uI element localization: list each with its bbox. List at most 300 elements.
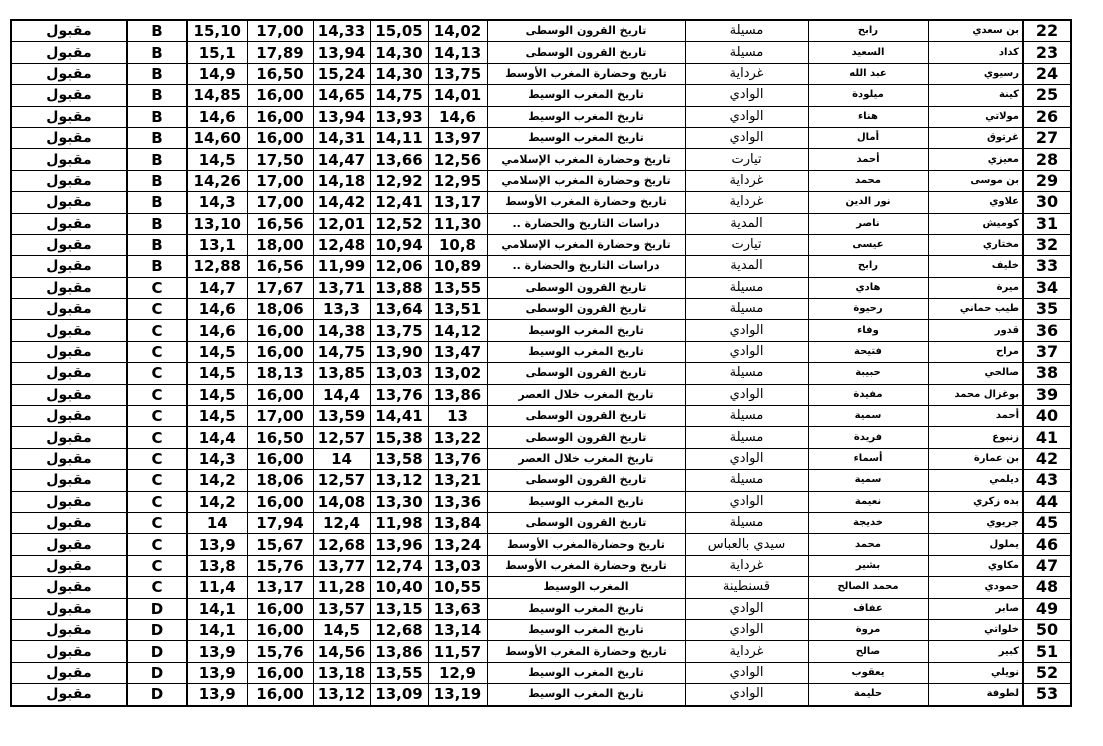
- status-cell: مقبول: [11, 234, 127, 255]
- first-name-cell: ميلودة: [808, 85, 928, 106]
- score-cell: 16,50: [247, 63, 313, 84]
- wilaya-cell: الوادي: [685, 662, 808, 683]
- grade-cell: B: [127, 213, 187, 234]
- score-cell: 13,3: [313, 299, 370, 320]
- first-name-cell: صالح: [808, 641, 928, 662]
- last-name-cell: حمودي: [928, 577, 1023, 598]
- score-cell: 14,4: [313, 384, 370, 405]
- table-row: [11, 662, 1071, 683]
- first-name-cell: السعيد: [808, 42, 928, 63]
- grade-cell: C: [127, 470, 187, 491]
- score-cell: 13,90: [370, 341, 428, 362]
- score-cell: 13,10: [187, 213, 247, 234]
- status-cell: مقبول: [11, 213, 127, 234]
- score-cell: 14,01: [428, 85, 487, 106]
- status-cell: مقبول: [11, 619, 127, 640]
- last-name-cell: رسيوي: [928, 63, 1023, 84]
- wilaya-cell: تيارت: [685, 234, 808, 255]
- score-cell: 16,00: [247, 598, 313, 619]
- score-cell: 13,88: [370, 277, 428, 298]
- score-cell: 14,31: [313, 127, 370, 148]
- wilaya-cell: مسيلة: [685, 406, 808, 427]
- score-cell: 13,55: [428, 277, 487, 298]
- grade-cell: B: [127, 170, 187, 191]
- specialty-cell: تاريخ المغرب الوسيط: [487, 598, 685, 619]
- score-cell: 11,4: [187, 577, 247, 598]
- score-cell: 13,51: [428, 299, 487, 320]
- specialty-cell: تاريخ وحضارة المغرب الأوسط: [487, 63, 685, 84]
- grade-cell: D: [127, 662, 187, 683]
- score-cell: 15,1: [187, 42, 247, 63]
- last-name-cell: كبير: [928, 641, 1023, 662]
- grade-cell: C: [127, 491, 187, 512]
- status-cell: مقبول: [11, 684, 127, 706]
- score-cell: 12,06: [370, 256, 428, 277]
- last-name-cell: مراح: [928, 341, 1023, 362]
- score-cell: 14,18: [313, 170, 370, 191]
- specialty-cell: تاريخ وحضارة المغرب الأوسط: [487, 641, 685, 662]
- first-name-cell: أسماء: [808, 448, 928, 469]
- rank-cell: 53: [1023, 684, 1071, 706]
- score-cell: 13,84: [428, 512, 487, 533]
- wilaya-cell: الوادي: [685, 384, 808, 405]
- wilaya-cell: الوادي: [685, 341, 808, 362]
- rank-cell: 28: [1023, 149, 1071, 170]
- last-name-cell: بن عمارة: [928, 448, 1023, 469]
- score-cell: 14,13: [428, 42, 487, 63]
- status-cell: مقبول: [11, 384, 127, 405]
- score-cell: 13,03: [370, 363, 428, 384]
- table-row: [11, 106, 1071, 127]
- last-name-cell: خليف: [928, 256, 1023, 277]
- rank-cell: 25: [1023, 85, 1071, 106]
- table-row: [11, 598, 1071, 619]
- score-cell: 17,00: [247, 192, 313, 213]
- score-cell: 11,98: [370, 512, 428, 533]
- score-cell: 13,9: [187, 534, 247, 555]
- specialty-cell: تاريخ المغرب الوسيط: [487, 320, 685, 341]
- grade-cell: C: [127, 512, 187, 533]
- specialty-cell: المغرب الوسيط: [487, 577, 685, 598]
- grade-cell: C: [127, 277, 187, 298]
- score-cell: 13,86: [428, 384, 487, 405]
- status-cell: مقبول: [11, 427, 127, 448]
- last-name-cell: جريوي: [928, 512, 1023, 533]
- score-cell: 14,5: [187, 384, 247, 405]
- score-cell: 14,33: [313, 20, 370, 42]
- score-cell: 17,67: [247, 277, 313, 298]
- grade-cell: C: [127, 320, 187, 341]
- score-cell: 14: [313, 448, 370, 469]
- score-cell: 13,76: [428, 448, 487, 469]
- specialty-cell: تاريخ المغرب الوسيط: [487, 619, 685, 640]
- score-cell: 12,52: [370, 213, 428, 234]
- first-name-cell: عيسى: [808, 234, 928, 255]
- score-cell: 13,22: [428, 427, 487, 448]
- wilaya-cell: مسيلة: [685, 470, 808, 491]
- wilaya-cell: غرداية: [685, 555, 808, 576]
- table-row: [11, 170, 1071, 191]
- first-name-cell: هادي: [808, 277, 928, 298]
- score-cell: 13,1: [187, 234, 247, 255]
- score-cell: 12,92: [370, 170, 428, 191]
- status-cell: مقبول: [11, 448, 127, 469]
- rank-cell: 32: [1023, 234, 1071, 255]
- score-cell: 15,76: [247, 555, 313, 576]
- specialty-cell: تاريخ القرون الوسطى: [487, 363, 685, 384]
- score-cell: 16,00: [247, 341, 313, 362]
- score-cell: 13,12: [370, 470, 428, 491]
- score-cell: 14,5: [313, 619, 370, 640]
- score-cell: 16,00: [247, 448, 313, 469]
- rank-cell: 29: [1023, 170, 1071, 191]
- last-name-cell: ميرة: [928, 277, 1023, 298]
- first-name-cell: عبد الله: [808, 63, 928, 84]
- specialty-cell: دراسات التاريخ والحضارة ..: [487, 256, 685, 277]
- last-name-cell: بن سعدي: [928, 20, 1023, 42]
- score-cell: 11,30: [428, 213, 487, 234]
- specialty-cell: تاريخ المغرب الوسيط: [487, 684, 685, 706]
- last-name-cell: بده زكري: [928, 491, 1023, 512]
- score-cell: 15,76: [247, 641, 313, 662]
- wilaya-cell: مسيلة: [685, 20, 808, 42]
- score-cell: 12,4: [313, 512, 370, 533]
- first-name-cell: مروة: [808, 619, 928, 640]
- rank-cell: 48: [1023, 577, 1071, 598]
- wilaya-cell: الوادي: [685, 127, 808, 148]
- score-cell: 14,12: [428, 320, 487, 341]
- score-cell: 11,57: [428, 641, 487, 662]
- score-cell: 13,21: [428, 470, 487, 491]
- score-cell: 14,41: [370, 406, 428, 427]
- first-name-cell: فتيحة: [808, 341, 928, 362]
- specialty-cell: تاريخ المغرب خلال العصر: [487, 384, 685, 405]
- score-cell: 13,47: [428, 341, 487, 362]
- score-cell: 16,00: [247, 106, 313, 127]
- score-cell: 16,56: [247, 256, 313, 277]
- score-cell: 13,9: [187, 641, 247, 662]
- first-name-cell: محمد الصالح: [808, 577, 928, 598]
- status-cell: مقبول: [11, 85, 127, 106]
- last-name-cell: طيب حماني: [928, 299, 1023, 320]
- score-cell: 10,94: [370, 234, 428, 255]
- table-row: [11, 448, 1071, 469]
- score-cell: 13,12: [313, 684, 370, 706]
- score-cell: 16,56: [247, 213, 313, 234]
- rank-cell: 42: [1023, 448, 1071, 469]
- specialty-cell: تاريخ القرون الوسطى: [487, 20, 685, 42]
- score-cell: 12,41: [370, 192, 428, 213]
- rank-cell: 31: [1023, 213, 1071, 234]
- first-name-cell: رحيوة: [808, 299, 928, 320]
- score-cell: 13,97: [428, 127, 487, 148]
- score-cell: 17,89: [247, 42, 313, 63]
- score-cell: 10,8: [428, 234, 487, 255]
- last-name-cell: علاوي: [928, 192, 1023, 213]
- last-name-cell: مكاوي: [928, 555, 1023, 576]
- score-cell: 13,17: [247, 577, 313, 598]
- status-cell: مقبول: [11, 598, 127, 619]
- table-row: [11, 555, 1071, 576]
- score-cell: 13,55: [370, 662, 428, 683]
- rank-cell: 27: [1023, 127, 1071, 148]
- rank-cell: 46: [1023, 534, 1071, 555]
- grade-cell: C: [127, 384, 187, 405]
- score-cell: 13,09: [370, 684, 428, 706]
- grade-cell: C: [127, 555, 187, 576]
- score-cell: 13,30: [370, 491, 428, 512]
- score-cell: 14,85: [187, 85, 247, 106]
- specialty-cell: تاريخ المغرب الوسيط: [487, 106, 685, 127]
- first-name-cell: عفاف: [808, 598, 928, 619]
- first-name-cell: رابح: [808, 256, 928, 277]
- grade-cell: B: [127, 149, 187, 170]
- score-cell: 14,75: [370, 85, 428, 106]
- wilaya-cell: الوادي: [685, 491, 808, 512]
- score-cell: 14,5: [187, 341, 247, 362]
- table-row: [11, 641, 1071, 662]
- first-name-cell: مفيدة: [808, 384, 928, 405]
- score-cell: 14,6: [187, 299, 247, 320]
- table-row: [11, 619, 1071, 640]
- score-cell: 14,3: [187, 192, 247, 213]
- score-cell: 17,00: [247, 406, 313, 427]
- last-name-cell: صالحي: [928, 363, 1023, 384]
- first-name-cell: سمية: [808, 406, 928, 427]
- specialty-cell: تاريخ المغرب الوسيط: [487, 85, 685, 106]
- score-cell: 13,59: [313, 406, 370, 427]
- rank-cell: 50: [1023, 619, 1071, 640]
- grade-cell: D: [127, 619, 187, 640]
- last-name-cell: كينة: [928, 85, 1023, 106]
- table-row: [11, 63, 1071, 84]
- score-cell: 17,50: [247, 149, 313, 170]
- results-table: [10, 19, 1072, 707]
- table-row: [11, 234, 1071, 255]
- score-cell: 13,9: [187, 684, 247, 706]
- score-cell: 14,6: [187, 320, 247, 341]
- grade-cell: B: [127, 256, 187, 277]
- wilaya-cell: غرداية: [685, 192, 808, 213]
- rank-cell: 39: [1023, 384, 1071, 405]
- specialty-cell: تاريخ وحضارةالمغرب الأوسط: [487, 534, 685, 555]
- status-cell: مقبول: [11, 299, 127, 320]
- specialty-cell: تاريخ القرون الوسطى: [487, 299, 685, 320]
- score-cell: 14,30: [370, 63, 428, 84]
- rank-cell: 41: [1023, 427, 1071, 448]
- table-row: [11, 470, 1071, 491]
- status-cell: مقبول: [11, 363, 127, 384]
- table-row: [11, 20, 1071, 42]
- wilaya-cell: الوادي: [685, 320, 808, 341]
- status-cell: مقبول: [11, 63, 127, 84]
- wilaya-cell: الوادي: [685, 598, 808, 619]
- specialty-cell: تاريخ القرون الوسطى: [487, 277, 685, 298]
- first-name-cell: نعيمة: [808, 491, 928, 512]
- score-cell: 14,2: [187, 470, 247, 491]
- score-cell: 15,67: [247, 534, 313, 555]
- score-cell: 17,94: [247, 512, 313, 533]
- score-cell: 13,19: [428, 684, 487, 706]
- score-cell: 10,40: [370, 577, 428, 598]
- score-cell: 16,00: [247, 127, 313, 148]
- last-name-cell: ديلمي: [928, 470, 1023, 491]
- wilaya-cell: الوادي: [685, 85, 808, 106]
- first-name-cell: بشير: [808, 555, 928, 576]
- status-cell: مقبول: [11, 555, 127, 576]
- score-cell: 12,95: [428, 170, 487, 191]
- score-cell: 11,28: [313, 577, 370, 598]
- status-cell: مقبول: [11, 127, 127, 148]
- score-cell: 12,01: [313, 213, 370, 234]
- score-cell: 10,55: [428, 577, 487, 598]
- first-name-cell: محمد: [808, 170, 928, 191]
- score-cell: 12,48: [313, 234, 370, 255]
- rank-cell: 43: [1023, 470, 1071, 491]
- wilaya-cell: مسيلة: [685, 277, 808, 298]
- score-cell: 13,77: [313, 555, 370, 576]
- first-name-cell: محمد: [808, 534, 928, 555]
- table-row: [11, 684, 1071, 706]
- grade-cell: B: [127, 106, 187, 127]
- score-cell: 14,4: [187, 427, 247, 448]
- status-cell: مقبول: [11, 512, 127, 533]
- first-name-cell: أمال: [808, 127, 928, 148]
- rank-cell: 40: [1023, 406, 1071, 427]
- specialty-cell: تاريخ القرون الوسطى: [487, 512, 685, 533]
- score-cell: 13,94: [313, 106, 370, 127]
- score-cell: 13,15: [370, 598, 428, 619]
- specialty-cell: تاريخ المغرب الوسيط: [487, 662, 685, 683]
- wilaya-cell: الوادي: [685, 619, 808, 640]
- score-cell: 18,06: [247, 299, 313, 320]
- score-cell: 15,10: [187, 20, 247, 42]
- score-cell: 14,38: [313, 320, 370, 341]
- last-name-cell: معيزي: [928, 149, 1023, 170]
- rank-cell: 38: [1023, 363, 1071, 384]
- wilaya-cell: الوادي: [685, 684, 808, 706]
- wilaya-cell: غرداية: [685, 641, 808, 662]
- specialty-cell: تاريخ القرون الوسطى: [487, 42, 685, 63]
- score-cell: 16,00: [247, 85, 313, 106]
- last-name-cell: خلواتي: [928, 619, 1023, 640]
- score-cell: 15,05: [370, 20, 428, 42]
- score-cell: 11,99: [313, 256, 370, 277]
- table-row: [11, 577, 1071, 598]
- grade-cell: B: [127, 20, 187, 42]
- score-cell: 10,89: [428, 256, 487, 277]
- score-cell: 12,74: [370, 555, 428, 576]
- status-cell: مقبول: [11, 662, 127, 683]
- score-cell: 14,3: [187, 448, 247, 469]
- first-name-cell: حبيبة: [808, 363, 928, 384]
- score-cell: 13,57: [313, 598, 370, 619]
- specialty-cell: تاريخ المغرب الوسيط: [487, 341, 685, 362]
- status-cell: مقبول: [11, 406, 127, 427]
- rank-cell: 37: [1023, 341, 1071, 362]
- score-cell: 12,9: [428, 662, 487, 683]
- first-name-cell: ناصر: [808, 213, 928, 234]
- score-cell: 13,76: [370, 384, 428, 405]
- wilaya-cell: مسيلة: [685, 42, 808, 63]
- status-cell: مقبول: [11, 534, 127, 555]
- score-cell: 14,42: [313, 192, 370, 213]
- score-cell: 14,5: [187, 149, 247, 170]
- first-name-cell: رابح: [808, 20, 928, 42]
- score-cell: 16,50: [247, 427, 313, 448]
- table-row: [11, 341, 1071, 362]
- score-cell: 14,6: [187, 106, 247, 127]
- score-cell: 18,00: [247, 234, 313, 255]
- score-cell: 14,11: [370, 127, 428, 148]
- last-name-cell: نويلي: [928, 662, 1023, 683]
- score-cell: 14,56: [313, 641, 370, 662]
- wilaya-cell: المدية: [685, 256, 808, 277]
- first-name-cell: فريدة: [808, 427, 928, 448]
- score-cell: 12,56: [428, 149, 487, 170]
- wilaya-cell: الوادي: [685, 448, 808, 469]
- grade-cell: C: [127, 406, 187, 427]
- score-cell: 14,02: [428, 20, 487, 42]
- grade-cell: B: [127, 42, 187, 63]
- score-cell: 14,5: [187, 406, 247, 427]
- status-cell: مقبول: [11, 491, 127, 512]
- grade-cell: B: [127, 192, 187, 213]
- table-row: [11, 512, 1071, 533]
- score-cell: 13,96: [370, 534, 428, 555]
- score-cell: 14: [187, 512, 247, 533]
- score-cell: 13,86: [370, 641, 428, 662]
- table-row: [11, 406, 1071, 427]
- rank-cell: 23: [1023, 42, 1071, 63]
- score-cell: 13,8: [187, 555, 247, 576]
- score-cell: 13,02: [428, 363, 487, 384]
- score-cell: 13,9: [187, 662, 247, 683]
- wilaya-cell: غرداية: [685, 63, 808, 84]
- first-name-cell: هناء: [808, 106, 928, 127]
- score-cell: 13,64: [370, 299, 428, 320]
- grade-cell: C: [127, 534, 187, 555]
- specialty-cell: تاريخ وحضارة المغرب الإسلامي: [487, 170, 685, 191]
- status-cell: مقبول: [11, 170, 127, 191]
- score-cell: 13,17: [428, 192, 487, 213]
- status-cell: مقبول: [11, 470, 127, 491]
- grade-cell: C: [127, 448, 187, 469]
- grade-cell: C: [127, 363, 187, 384]
- wilaya-cell: سيدي بالعباس: [685, 534, 808, 555]
- wilaya-cell: المدية: [685, 213, 808, 234]
- last-name-cell: صابر: [928, 598, 1023, 619]
- grade-cell: B: [127, 85, 187, 106]
- score-cell: 14,6: [428, 106, 487, 127]
- rank-cell: 35: [1023, 299, 1071, 320]
- score-cell: 16,00: [247, 491, 313, 512]
- table-row: [11, 192, 1071, 213]
- score-cell: 13,24: [428, 534, 487, 555]
- grade-cell: D: [127, 684, 187, 706]
- score-cell: 15,38: [370, 427, 428, 448]
- rank-cell: 30: [1023, 192, 1071, 213]
- grade-cell: D: [127, 598, 187, 619]
- grade-cell: C: [127, 577, 187, 598]
- rank-cell: 51: [1023, 641, 1071, 662]
- score-cell: 18,13: [247, 363, 313, 384]
- score-cell: 16,00: [247, 684, 313, 706]
- last-name-cell: كوميش: [928, 213, 1023, 234]
- score-cell: 14,08: [313, 491, 370, 512]
- rank-cell: 47: [1023, 555, 1071, 576]
- score-cell: 16,00: [247, 619, 313, 640]
